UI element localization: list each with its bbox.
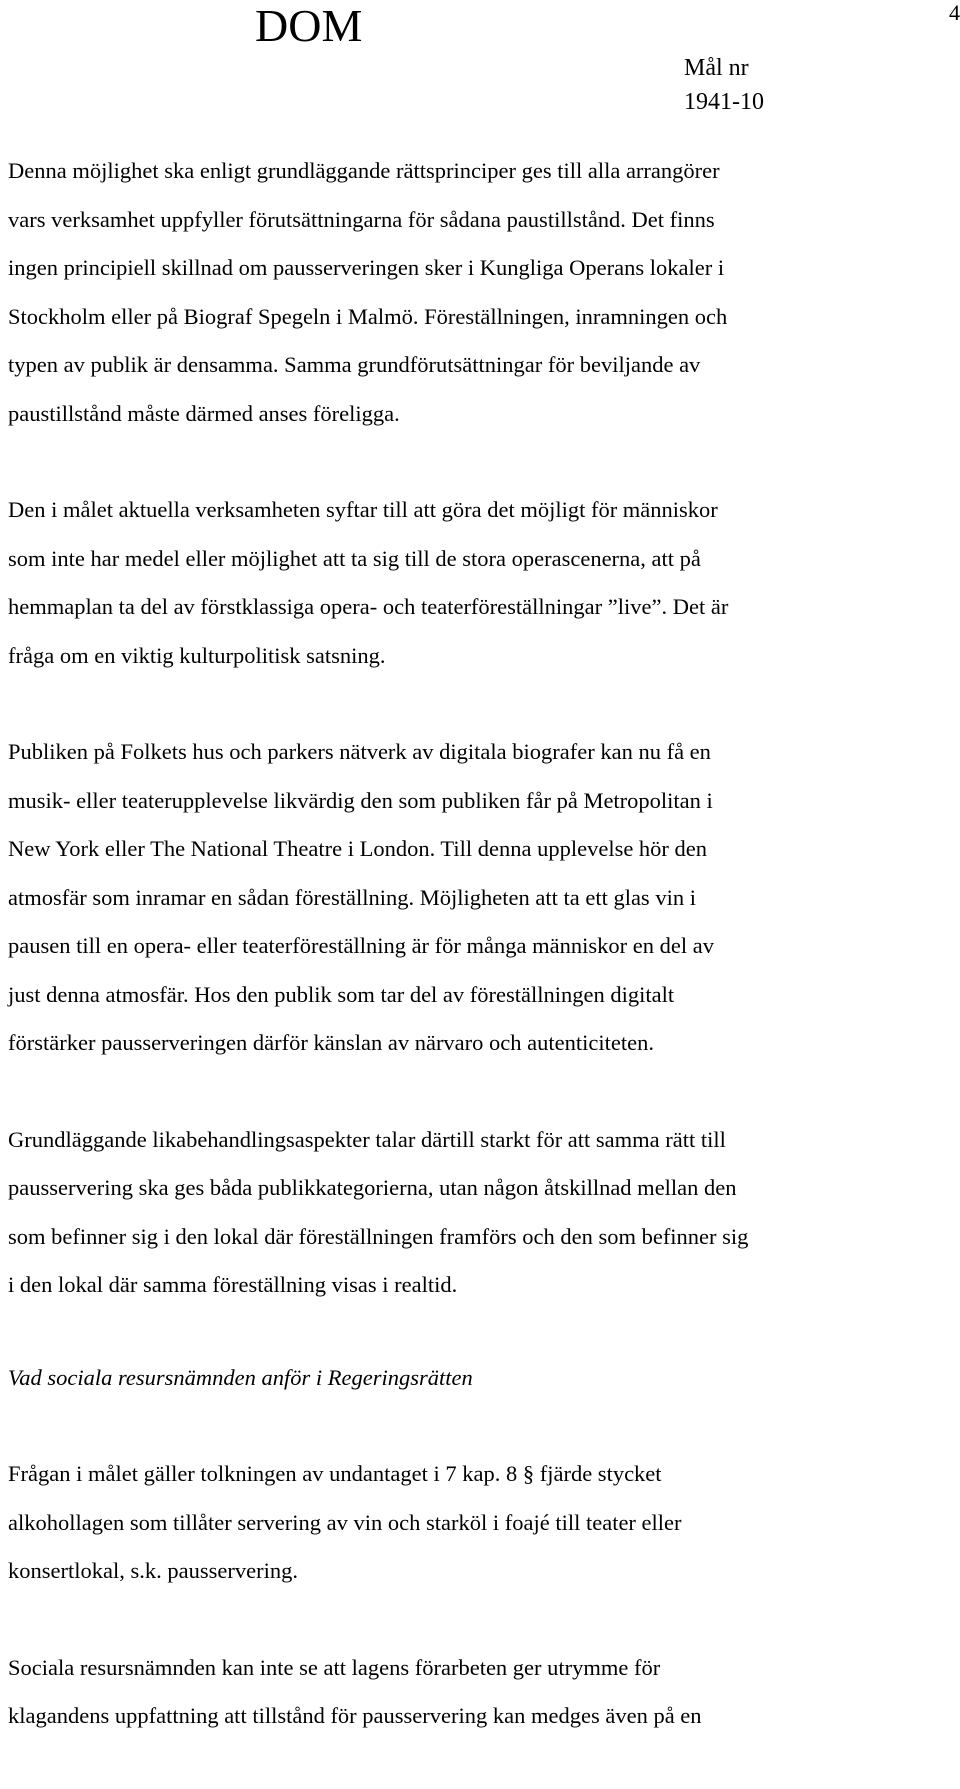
text-line: fråga om en viktig kulturpolitisk satsning. (8, 642, 386, 668)
text-line: just denna atmosfär. Hos den publik som tar del av föreställningen digitalt (8, 981, 675, 1007)
text-line: i den lokal där samma föreställning visas i realtid. (8, 1272, 458, 1297)
text-line: Sociala resursnämnden kan inte se att lagens förarbeten ger utrymme för (8, 1654, 661, 1680)
text-line: klagandens uppfattning att tillstånd för pausservering kan medges även på en (8, 1703, 702, 1728)
paragraph (8, 728, 948, 1068)
text-line: pausen till en opera- eller teaterföreställning är för många människor en del av (8, 933, 714, 958)
section-heading: Vad sociala resursnämnden anför i Regeringsrätten (8, 1364, 473, 1390)
text-line: Stockholm eller på Biograf Spegeln i Malmö. Föreställningen, inramningen och (8, 303, 728, 329)
paragraph (8, 1644, 948, 1741)
paragraph (8, 1116, 948, 1310)
text-line: som inte har medel eller möjlighet att ta sig till de stora operascenerna, att på (8, 545, 701, 571)
text-line: konsertlokal, s.k. pausservering. (8, 1558, 298, 1583)
text-line: Denna möjlighet ska enligt grundläggande rättsprinciper ges till alla arrangörer (8, 158, 720, 183)
document-body (8, 147, 948, 1789)
text-line: vars verksamhet uppfyller förutsättningarna för sådana paustillstånd. Det finns (8, 206, 715, 232)
text-line: typen av publik är densamma. Samma grundförutsättningar för beviljande av (8, 352, 701, 377)
text-line: alkohollagen som tillåter servering av vin och starköl i foajé till teater eller (8, 1509, 682, 1535)
text-line: pausservering ska ges båda publikkategorierna, utan någon åtskillnad mellan den (8, 1175, 737, 1200)
paragraph (8, 147, 948, 438)
text-line: förstärker pausserveringen därför känslan av närvaro och autenticiteten. (8, 1030, 654, 1055)
case-number-label: Mål nr (684, 55, 749, 81)
page-number: 4 (949, 0, 960, 25)
text-line: ingen principiell skillnad om pausserveringen sker i Kungliga Operans lokaler i (8, 255, 725, 280)
text-line: Grundläggande likabehandlingsaspekter talar därtill starkt för att samma rätt till (8, 1126, 726, 1152)
text-line: Den i målet aktuella verksamheten syftar till att göra det möjligt för människor (8, 497, 718, 522)
text-line: som befinner sig i den lokal där föreställningen framförs och den som befinner sig (8, 1223, 749, 1249)
text-line: atmosfär som inramar en sådan föreställning. Möjligheten att ta ett glas vin i (8, 884, 696, 910)
text-line: Publiken på Folkets hus och parkers nätverk av digitala biografer kan nu få en (8, 739, 711, 764)
document-title: DOM (255, 0, 363, 51)
paragraph (8, 486, 948, 680)
text-line: New York eller The National Theatre i London. Till denna upplevelse hör den (8, 836, 708, 861)
case-number: 1941-10 (684, 89, 764, 115)
text-line: hemmaplan ta del av förstklassiga opera- och teaterföreställningar ”live”. Det är (8, 594, 729, 619)
text-line: paustillstånd måste därmed anses föreligga. (8, 400, 400, 426)
paragraph (8, 1450, 948, 1596)
text-line: musik- eller teaterupplevelse likvärdig den som publiken får på Metropolitan i (8, 787, 713, 813)
text-line: Frågan i målet gäller tolkningen av undantaget i 7 kap. 8 § fjärde stycket (8, 1461, 662, 1486)
